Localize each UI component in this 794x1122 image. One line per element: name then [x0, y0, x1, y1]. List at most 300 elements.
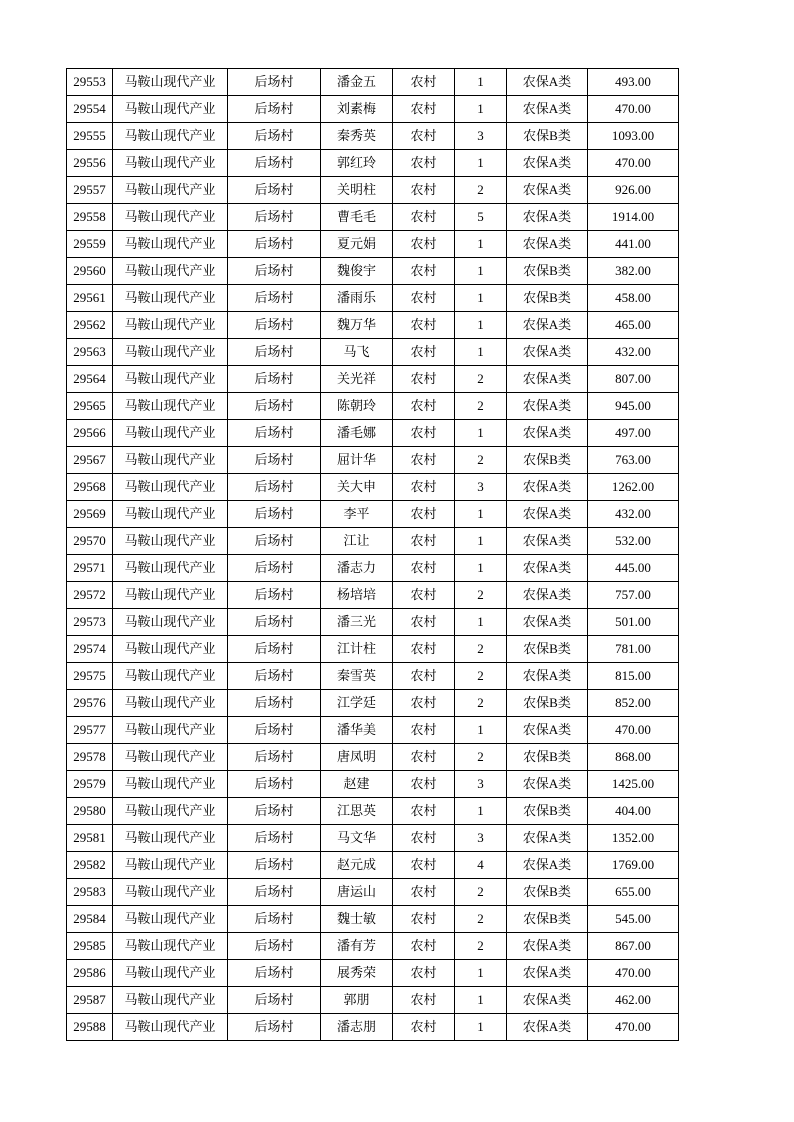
cell-id: 29577 — [67, 717, 113, 744]
cell-amount: 1093.00 — [588, 123, 679, 150]
table-row — [67, 771, 679, 798]
cell-id: 29564 — [67, 366, 113, 393]
cell-category: 农保A类 — [507, 501, 588, 528]
cell-category: 农保A类 — [507, 204, 588, 231]
cell-count: 1 — [455, 501, 507, 528]
cell-category: 农保A类 — [507, 177, 588, 204]
table-row — [67, 285, 679, 312]
cell-name: 夏元娟 — [321, 231, 393, 258]
cell-count: 1 — [455, 609, 507, 636]
cell-count: 2 — [455, 447, 507, 474]
cell-count: 1 — [455, 285, 507, 312]
cell-org: 马鞍山现代产业 — [113, 933, 228, 960]
table-row — [67, 474, 679, 501]
cell-amount: 432.00 — [588, 501, 679, 528]
cell-village: 后场村 — [228, 717, 321, 744]
cell-org: 马鞍山现代产业 — [113, 771, 228, 798]
cell-village: 后场村 — [228, 501, 321, 528]
cell-amount: 1352.00 — [588, 825, 679, 852]
cell-category: 农保A类 — [507, 150, 588, 177]
cell-id: 29585 — [67, 933, 113, 960]
cell-name: 江计柱 — [321, 636, 393, 663]
cell-count: 2 — [455, 744, 507, 771]
cell-type: 农村 — [393, 690, 455, 717]
cell-amount: 462.00 — [588, 987, 679, 1014]
cell-amount: 763.00 — [588, 447, 679, 474]
cell-type: 农村 — [393, 744, 455, 771]
cell-type: 农村 — [393, 204, 455, 231]
cell-village: 后场村 — [228, 312, 321, 339]
table-row — [67, 960, 679, 987]
cell-amount: 441.00 — [588, 231, 679, 258]
table-row — [67, 879, 679, 906]
table-row — [67, 150, 679, 177]
cell-category: 农保A类 — [507, 69, 588, 96]
cell-name: 唐凤明 — [321, 744, 393, 771]
cell-amount: 945.00 — [588, 393, 679, 420]
cell-count: 1 — [455, 258, 507, 285]
cell-org: 马鞍山现代产业 — [113, 717, 228, 744]
cell-count: 2 — [455, 366, 507, 393]
cell-count: 2 — [455, 933, 507, 960]
cell-amount: 545.00 — [588, 906, 679, 933]
cell-category: 农保A类 — [507, 231, 588, 258]
table-row — [67, 231, 679, 258]
cell-id: 29582 — [67, 852, 113, 879]
cell-category: 农保A类 — [507, 366, 588, 393]
cell-type: 农村 — [393, 663, 455, 690]
cell-village: 后场村 — [228, 96, 321, 123]
cell-category: 农保A类 — [507, 339, 588, 366]
cell-village: 后场村 — [228, 474, 321, 501]
cell-id: 29567 — [67, 447, 113, 474]
cell-org: 马鞍山现代产业 — [113, 96, 228, 123]
cell-id: 29574 — [67, 636, 113, 663]
cell-village: 后场村 — [228, 690, 321, 717]
table-row — [67, 177, 679, 204]
cell-name: 马飞 — [321, 339, 393, 366]
table-body — [67, 69, 679, 1041]
cell-village: 后场村 — [228, 528, 321, 555]
cell-id: 29555 — [67, 123, 113, 150]
cell-org: 马鞍山现代产业 — [113, 609, 228, 636]
cell-org: 马鞍山现代产业 — [113, 582, 228, 609]
cell-org: 马鞍山现代产业 — [113, 987, 228, 1014]
cell-count: 1 — [455, 528, 507, 555]
cell-org: 马鞍山现代产业 — [113, 447, 228, 474]
cell-category: 农保A类 — [507, 609, 588, 636]
subsidy-table — [66, 68, 679, 1041]
cell-type: 农村 — [393, 960, 455, 987]
cell-type: 农村 — [393, 717, 455, 744]
cell-id: 29562 — [67, 312, 113, 339]
cell-category: 农保A类 — [507, 717, 588, 744]
cell-village: 后场村 — [228, 825, 321, 852]
cell-count: 2 — [455, 879, 507, 906]
table-row — [67, 933, 679, 960]
cell-type: 农村 — [393, 312, 455, 339]
cell-village: 后场村 — [228, 393, 321, 420]
cell-type: 农村 — [393, 177, 455, 204]
cell-count: 1 — [455, 312, 507, 339]
cell-id: 29565 — [67, 393, 113, 420]
cell-category: 农保A类 — [507, 474, 588, 501]
cell-count: 1 — [455, 798, 507, 825]
cell-category: 农保B类 — [507, 906, 588, 933]
cell-type: 农村 — [393, 528, 455, 555]
cell-count: 1 — [455, 987, 507, 1014]
cell-category: 农保B类 — [507, 744, 588, 771]
table-row — [67, 1014, 679, 1041]
cell-type: 农村 — [393, 393, 455, 420]
cell-count: 4 — [455, 852, 507, 879]
cell-village: 后场村 — [228, 258, 321, 285]
cell-type: 农村 — [393, 501, 455, 528]
cell-type: 农村 — [393, 771, 455, 798]
cell-type: 农村 — [393, 474, 455, 501]
cell-id: 29588 — [67, 1014, 113, 1041]
cell-village: 后场村 — [228, 609, 321, 636]
cell-village: 后场村 — [228, 663, 321, 690]
cell-org: 马鞍山现代产业 — [113, 1014, 228, 1041]
cell-org: 马鞍山现代产业 — [113, 555, 228, 582]
cell-category: 农保B类 — [507, 879, 588, 906]
cell-amount: 497.00 — [588, 420, 679, 447]
cell-name: 潘金五 — [321, 69, 393, 96]
cell-name: 魏俊宇 — [321, 258, 393, 285]
cell-category: 农保A类 — [507, 852, 588, 879]
cell-name: 秦秀英 — [321, 123, 393, 150]
cell-category: 农保A类 — [507, 96, 588, 123]
cell-type: 农村 — [393, 825, 455, 852]
cell-org: 马鞍山现代产业 — [113, 879, 228, 906]
cell-name: 潘三光 — [321, 609, 393, 636]
cell-name: 潘毛娜 — [321, 420, 393, 447]
cell-id: 29563 — [67, 339, 113, 366]
cell-village: 后场村 — [228, 177, 321, 204]
cell-name: 潘华美 — [321, 717, 393, 744]
cell-id: 29573 — [67, 609, 113, 636]
cell-category: 农保A类 — [507, 420, 588, 447]
cell-amount: 470.00 — [588, 1014, 679, 1041]
cell-village: 后场村 — [228, 204, 321, 231]
cell-count: 3 — [455, 123, 507, 150]
table-row — [67, 555, 679, 582]
cell-count: 2 — [455, 663, 507, 690]
cell-type: 农村 — [393, 906, 455, 933]
cell-category: 农保A类 — [507, 528, 588, 555]
cell-org: 马鞍山现代产业 — [113, 366, 228, 393]
cell-amount: 1769.00 — [588, 852, 679, 879]
cell-name: 潘雨乐 — [321, 285, 393, 312]
cell-category: 农保A类 — [507, 312, 588, 339]
cell-name: 江思英 — [321, 798, 393, 825]
cell-category: 农保B类 — [507, 258, 588, 285]
cell-org: 马鞍山现代产业 — [113, 663, 228, 690]
cell-category: 农保A类 — [507, 960, 588, 987]
cell-village: 后场村 — [228, 231, 321, 258]
cell-org: 马鞍山现代产业 — [113, 393, 228, 420]
cell-category: 农保A类 — [507, 825, 588, 852]
cell-type: 农村 — [393, 987, 455, 1014]
cell-amount: 404.00 — [588, 798, 679, 825]
table-row — [67, 798, 679, 825]
table-row — [67, 609, 679, 636]
cell-org: 马鞍山现代产业 — [113, 312, 228, 339]
cell-village: 后场村 — [228, 987, 321, 1014]
table-row — [67, 312, 679, 339]
cell-count: 3 — [455, 474, 507, 501]
cell-type: 农村 — [393, 69, 455, 96]
cell-name: 曹毛毛 — [321, 204, 393, 231]
cell-org: 马鞍山现代产业 — [113, 852, 228, 879]
cell-name: 刘素梅 — [321, 96, 393, 123]
cell-village: 后场村 — [228, 636, 321, 663]
cell-amount: 501.00 — [588, 609, 679, 636]
cell-amount: 470.00 — [588, 960, 679, 987]
cell-count: 1 — [455, 231, 507, 258]
cell-name: 秦雪英 — [321, 663, 393, 690]
cell-org: 马鞍山现代产业 — [113, 177, 228, 204]
cell-amount: 781.00 — [588, 636, 679, 663]
cell-name: 潘有芳 — [321, 933, 393, 960]
cell-count: 1 — [455, 96, 507, 123]
cell-id: 29560 — [67, 258, 113, 285]
cell-category: 农保B类 — [507, 690, 588, 717]
cell-type: 农村 — [393, 798, 455, 825]
cell-amount: 852.00 — [588, 690, 679, 717]
cell-id: 29566 — [67, 420, 113, 447]
cell-id: 29554 — [67, 96, 113, 123]
cell-count: 1 — [455, 420, 507, 447]
table-row — [67, 69, 679, 96]
cell-id: 29572 — [67, 582, 113, 609]
cell-village: 后场村 — [228, 420, 321, 447]
table-row — [67, 528, 679, 555]
cell-count: 1 — [455, 69, 507, 96]
cell-name: 潘志朋 — [321, 1014, 393, 1041]
cell-org: 马鞍山现代产业 — [113, 285, 228, 312]
cell-count: 2 — [455, 906, 507, 933]
cell-count: 5 — [455, 204, 507, 231]
cell-count: 3 — [455, 771, 507, 798]
table-row — [67, 420, 679, 447]
cell-id: 29570 — [67, 528, 113, 555]
cell-amount: 465.00 — [588, 312, 679, 339]
cell-org: 马鞍山现代产业 — [113, 204, 228, 231]
cell-category: 农保B类 — [507, 285, 588, 312]
cell-name: 潘志力 — [321, 555, 393, 582]
cell-id: 29575 — [67, 663, 113, 690]
cell-org: 马鞍山现代产业 — [113, 150, 228, 177]
cell-amount: 815.00 — [588, 663, 679, 690]
cell-amount: 470.00 — [588, 717, 679, 744]
cell-id: 29571 — [67, 555, 113, 582]
cell-name: 唐运山 — [321, 879, 393, 906]
cell-village: 后场村 — [228, 339, 321, 366]
cell-category: 农保A类 — [507, 555, 588, 582]
cell-org: 马鞍山现代产业 — [113, 258, 228, 285]
cell-id: 29576 — [67, 690, 113, 717]
cell-amount: 493.00 — [588, 69, 679, 96]
cell-count: 2 — [455, 393, 507, 420]
cell-id: 29580 — [67, 798, 113, 825]
table-row — [67, 258, 679, 285]
cell-id: 29558 — [67, 204, 113, 231]
cell-count: 2 — [455, 582, 507, 609]
cell-village: 后场村 — [228, 285, 321, 312]
table-row — [67, 204, 679, 231]
cell-id: 29578 — [67, 744, 113, 771]
table-row — [67, 744, 679, 771]
cell-type: 农村 — [393, 231, 455, 258]
cell-name: 关大申 — [321, 474, 393, 501]
cell-org: 马鞍山现代产业 — [113, 339, 228, 366]
cell-type: 农村 — [393, 852, 455, 879]
cell-type: 农村 — [393, 555, 455, 582]
cell-id: 29556 — [67, 150, 113, 177]
cell-count: 1 — [455, 717, 507, 744]
table-row — [67, 96, 679, 123]
cell-category: 农保A类 — [507, 933, 588, 960]
table-row — [67, 393, 679, 420]
cell-org: 马鞍山现代产业 — [113, 474, 228, 501]
cell-count: 1 — [455, 150, 507, 177]
table-row — [67, 447, 679, 474]
cell-category: 农保A类 — [507, 663, 588, 690]
cell-village: 后场村 — [228, 798, 321, 825]
table-row — [67, 339, 679, 366]
cell-type: 农村 — [393, 582, 455, 609]
cell-category: 农保A类 — [507, 1014, 588, 1041]
cell-type: 农村 — [393, 96, 455, 123]
cell-id: 29583 — [67, 879, 113, 906]
cell-org: 马鞍山现代产业 — [113, 123, 228, 150]
cell-village: 后场村 — [228, 1014, 321, 1041]
cell-amount: 1262.00 — [588, 474, 679, 501]
cell-type: 农村 — [393, 285, 455, 312]
cell-org: 马鞍山现代产业 — [113, 636, 228, 663]
cell-type: 农村 — [393, 366, 455, 393]
cell-amount: 532.00 — [588, 528, 679, 555]
cell-village: 后场村 — [228, 933, 321, 960]
cell-amount: 470.00 — [588, 150, 679, 177]
cell-type: 农村 — [393, 339, 455, 366]
table-row — [67, 987, 679, 1014]
cell-amount: 926.00 — [588, 177, 679, 204]
table-row — [67, 123, 679, 150]
cell-amount: 470.00 — [588, 96, 679, 123]
cell-village: 后场村 — [228, 879, 321, 906]
cell-id: 29584 — [67, 906, 113, 933]
cell-id: 29569 — [67, 501, 113, 528]
cell-category: 农保A类 — [507, 987, 588, 1014]
cell-amount: 655.00 — [588, 879, 679, 906]
cell-type: 农村 — [393, 609, 455, 636]
cell-id: 29553 — [67, 69, 113, 96]
table-row — [67, 852, 679, 879]
cell-org: 马鞍山现代产业 — [113, 744, 228, 771]
cell-name: 李平 — [321, 501, 393, 528]
cell-village: 后场村 — [228, 366, 321, 393]
cell-name: 杨培培 — [321, 582, 393, 609]
cell-category: 农保A类 — [507, 393, 588, 420]
cell-org: 马鞍山现代产业 — [113, 528, 228, 555]
cell-village: 后场村 — [228, 123, 321, 150]
cell-count: 2 — [455, 636, 507, 663]
cell-type: 农村 — [393, 1014, 455, 1041]
cell-amount: 868.00 — [588, 744, 679, 771]
cell-amount: 382.00 — [588, 258, 679, 285]
cell-org: 马鞍山现代产业 — [113, 906, 228, 933]
cell-type: 农村 — [393, 420, 455, 447]
table-row — [67, 663, 679, 690]
cell-name: 郭红玲 — [321, 150, 393, 177]
cell-amount: 445.00 — [588, 555, 679, 582]
cell-amount: 458.00 — [588, 285, 679, 312]
cell-org: 马鞍山现代产业 — [113, 960, 228, 987]
cell-type: 农村 — [393, 258, 455, 285]
cell-name: 江让 — [321, 528, 393, 555]
cell-type: 农村 — [393, 150, 455, 177]
cell-name: 屈计华 — [321, 447, 393, 474]
cell-org: 马鞍山现代产业 — [113, 825, 228, 852]
cell-name: 展秀荣 — [321, 960, 393, 987]
cell-amount: 867.00 — [588, 933, 679, 960]
cell-amount: 1425.00 — [588, 771, 679, 798]
cell-count: 1 — [455, 339, 507, 366]
cell-category: 农保B类 — [507, 123, 588, 150]
cell-name: 赵建 — [321, 771, 393, 798]
cell-village: 后场村 — [228, 744, 321, 771]
cell-id: 29557 — [67, 177, 113, 204]
cell-village: 后场村 — [228, 69, 321, 96]
cell-name: 关光祥 — [321, 366, 393, 393]
cell-name: 马文华 — [321, 825, 393, 852]
cell-category: 农保B类 — [507, 447, 588, 474]
cell-type: 农村 — [393, 636, 455, 663]
cell-name: 关明柱 — [321, 177, 393, 204]
table-row — [67, 501, 679, 528]
cell-org: 马鞍山现代产业 — [113, 69, 228, 96]
cell-org: 马鞍山现代产业 — [113, 420, 228, 447]
cell-count: 1 — [455, 555, 507, 582]
cell-id: 29559 — [67, 231, 113, 258]
cell-id: 29581 — [67, 825, 113, 852]
cell-org: 马鞍山现代产业 — [113, 501, 228, 528]
cell-village: 后场村 — [228, 906, 321, 933]
cell-count: 1 — [455, 960, 507, 987]
cell-village: 后场村 — [228, 960, 321, 987]
cell-id: 29579 — [67, 771, 113, 798]
cell-village: 后场村 — [228, 852, 321, 879]
table-row — [67, 825, 679, 852]
table-row — [67, 582, 679, 609]
cell-village: 后场村 — [228, 150, 321, 177]
cell-name: 魏士敏 — [321, 906, 393, 933]
table-row — [67, 906, 679, 933]
table-row — [67, 366, 679, 393]
cell-category: 农保B类 — [507, 798, 588, 825]
cell-name: 郭朋 — [321, 987, 393, 1014]
table-row — [67, 636, 679, 663]
cell-type: 农村 — [393, 933, 455, 960]
cell-village: 后场村 — [228, 447, 321, 474]
cell-amount: 807.00 — [588, 366, 679, 393]
cell-type: 农村 — [393, 447, 455, 474]
cell-count: 2 — [455, 177, 507, 204]
cell-category: 农保A类 — [507, 771, 588, 798]
